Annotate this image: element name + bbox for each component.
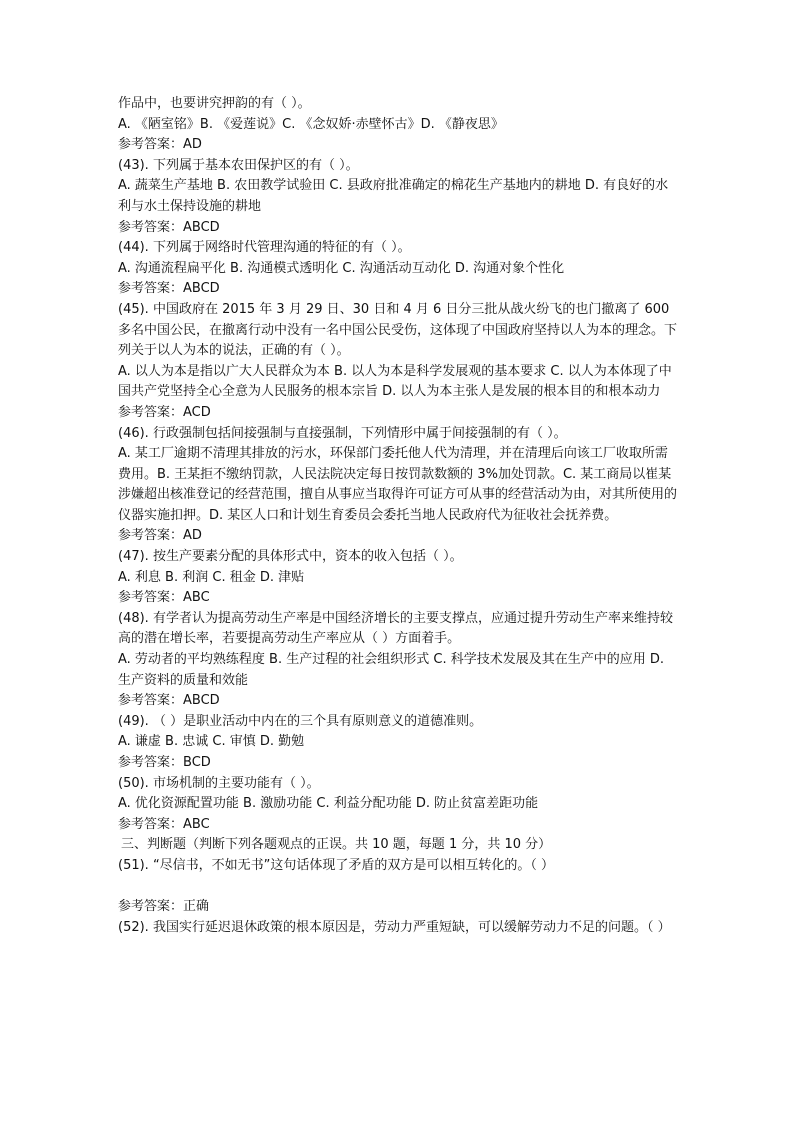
question-43-answer: 参考答案：ABCD xyxy=(118,219,220,235)
question-50-stem: (50). 市场机制的主要功能有（ ）。 xyxy=(118,775,320,791)
question-42-answer: 参考答案：AD xyxy=(118,137,202,153)
question-44-options: A. 沟通流程扁平化 B. 沟通模式透明化 C. 沟通活动互动化 D. 沟通对象个性化 xyxy=(118,260,565,276)
question-43-stem: (43). 下列属于基本农田保护区的有（ ）。 xyxy=(118,157,359,173)
question-50-answer: 参考答案：ABC xyxy=(118,816,210,832)
question-42-options: A. 《陋室铭》B. 《爱莲说》C. 《念奴娇·赤壁怀古》D. 《静夜思》 xyxy=(118,116,504,132)
question-43-options: A. 蔬菜生产基地 B. 农田教学试验田 C. 县政府批准确定的棉花生产基地内的耕地 D. 有良好的水利与水土保持设施的耕地 xyxy=(118,178,669,214)
question-45-options: A. 以人为本是指以广大人民群众为本 B. 以人为本是科学发展观的基本要求 C. 以人为本体现了中国共产党坚持全心全意为人民服务的根本宗旨 D. 以人为本主张人是发展的根本目的和根本动力 xyxy=(118,363,672,400)
question-49-stem: (49). （ ）是职业活动中内在的三个具有原则意义的道德准则。 xyxy=(118,713,483,729)
question-52-stem: (52). 我国实行延迟退休政策的根本原因是，劳动力严重短缺，可以缓解劳动力不足的问题。（ ） xyxy=(118,919,671,935)
question-48-answer: 参考答案：ABCD xyxy=(118,693,220,709)
question-49-options: A. 谦虚 B. 忠诚 C. 审慎 D. 勤勉 xyxy=(118,734,305,750)
question-44-stem: (44). 下列属于网络时代管理沟通的特征的有（ ）。 xyxy=(118,240,411,256)
question-46-options: A. 某工厂逾期不清理其排放的污水，环保部门委托他人代为清理，并在清理后向该工厂收取所需费用。B. 王某拒不缴纳罚款，人民法院决定每日按罚款数额的 3%加处罚款。C. 某工商局以崔某涉嫌超出核准登记的经营范围，擅自从事应当取得许可证方可从事的经营活动为由，对其所使用的仪器实施扣押。D. 某区人口和计划生育委员会委托当地人民政府代为征收社会抚养费。 xyxy=(118,446,678,523)
question-48-options: A. 劳动者的平均熟练程度 B. 生产过程的社会组织形式 C. 科学技术发展及其在生产中的应用 D. 生产资料的质量和效能 xyxy=(118,652,664,688)
blank-line xyxy=(118,877,678,898)
question-47-options: A. 利息 B. 利润 C. 租金 D. 津贴 xyxy=(118,569,305,585)
question-45-answer: 参考答案：ACD xyxy=(118,404,211,420)
question-50-options: A. 优化资源配置功能 B. 激励功能 C. 利益分配功能 D. 防止贫富差距功能 xyxy=(118,796,539,812)
question-51-stem: (51). “尽信书，不如无书”这句话体现了矛盾的双方是可以相互转化的。（ ） xyxy=(118,857,555,873)
question-46-answer: 参考答案：AD xyxy=(118,528,202,544)
question-49-answer: 参考答案：BCD xyxy=(118,755,211,770)
question-48-stem: (48). 有学者认为提高劳动生产率是中国经济增长的主要支撑点，应通过提升劳动生产率来维持较高的潜在增长率，若要提高劳动生产率应从（ ）方面着手。 xyxy=(118,610,673,647)
question-46-stem: (46). 行政强制包括间接强制与直接强制，下列情形中属于间接强制的有（ ）。 xyxy=(118,425,567,441)
document-page xyxy=(118,94,678,938)
question-47-answer: 参考答案：ABC xyxy=(118,590,210,606)
section-heading-true-false: 三、判断题（判断下列各题观点的正误。共 10 题，每题 1 分，共 10 分） xyxy=(121,837,552,853)
question-44-answer: 参考答案：ABCD xyxy=(118,281,220,297)
question-45-stem: (45). 中国政府在 2015 年 3 月 29 日、30 日和 4 月 6 日分三批从战火纷飞的也门撤离了 600 多名中国公民，在撤离行动中没有一名中国公民受伤，这体现了中国政府坚持以人为本的理念。下列关于以人为本的说法，正确的有（ ）。 xyxy=(118,301,678,359)
question-47-stem: (47). 按生产要素分配的具体形式中，资本的收入包括（ ）。 xyxy=(118,549,463,565)
question-42-stem-tail: 作品中，也要讲究押韵的有（ ）。 xyxy=(118,96,311,111)
question-51-answer: 参考答案：正确 xyxy=(118,899,210,915)
